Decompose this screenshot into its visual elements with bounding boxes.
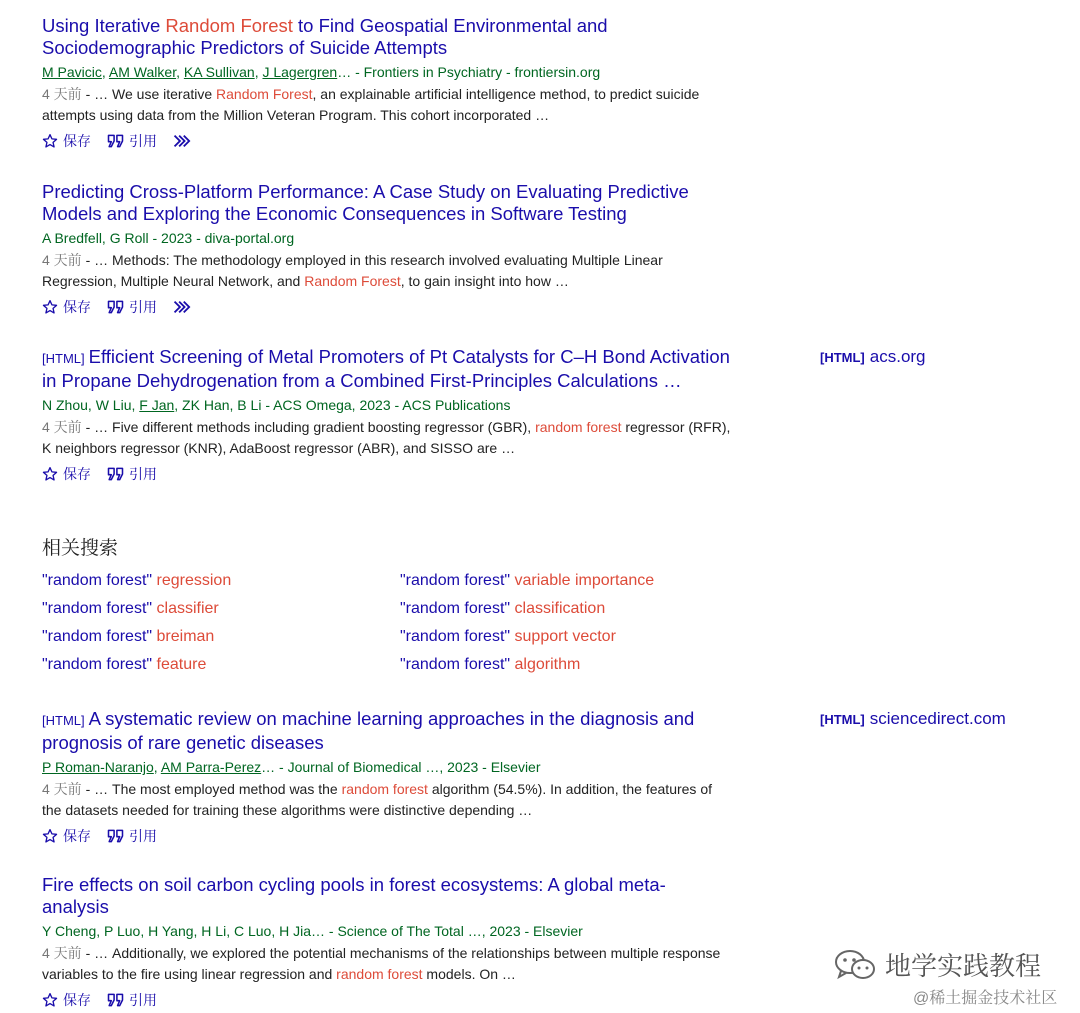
author-link: M Pavicic [42, 64, 102, 80]
side-fulltext-link[interactable] [820, 347, 926, 367]
save-button[interactable] [42, 297, 91, 317]
author-text: , [101, 64, 109, 80]
author-text: N Zhou, W Liu, [42, 397, 140, 413]
snippet-text: - … Methods: The methodology employed in this research involved evaluating Multiple Linear Regression, Multiple Neural Network, and [42, 252, 663, 289]
result-snippet [42, 417, 732, 459]
quote-icon [107, 829, 124, 843]
save-label: 保存 [63, 133, 91, 149]
result-authors [42, 396, 732, 414]
watermark-text: 地学实践教程 [885, 951, 1042, 981]
title-text: Fire effects on soil carbon cycling pools in forest ecosystems: A global meta-analysis [42, 874, 666, 917]
quote-icon [107, 993, 124, 1007]
result-age: 4 天前 [42, 252, 82, 268]
result-snippet [42, 250, 732, 292]
author-text: … - Frontiers in Psychiatry - frontiersin.org [337, 64, 601, 80]
author-text: , [254, 64, 263, 80]
double-chevron-right-icon [173, 134, 193, 148]
snippet-text: - … The most employed method was the [81, 781, 342, 797]
result-title[interactable] [42, 15, 732, 59]
watermark-sub: @稀土掘金技术社区 [913, 990, 1058, 1007]
quote-icon [107, 134, 124, 148]
result-actions [42, 990, 732, 1010]
author-link: P Roman-Naranjo [42, 759, 154, 775]
related-search-link[interactable]: "random forest" support vector [400, 628, 616, 645]
snippet-text: - … Additionally, we explored the potential mechanisms of the relationships between multiple response variables to the fire using linear regression and [42, 945, 721, 982]
side-link-domain: sciencedirect.com [869, 709, 1006, 728]
save-label: 保存 [63, 828, 91, 844]
double-chevron-right-icon [173, 300, 193, 314]
snippet-highlight: Random Forest [304, 273, 401, 289]
author-text: , [153, 759, 161, 775]
result-snippet [42, 779, 732, 821]
side-link-tag: [HTML] [820, 712, 865, 727]
result-title[interactable] [42, 708, 732, 754]
result-age: 4 天前 [42, 781, 82, 797]
snippet-text: - … We use iterative [81, 86, 217, 102]
wechat-icon [833, 948, 879, 982]
author-link: J Lagergren [262, 64, 338, 80]
related-search-link[interactable]: "random forest" algorithm [400, 656, 581, 673]
snippet-text: , to gain insight into how … [400, 273, 569, 289]
related-search-link[interactable]: "random forest" breiman [42, 628, 215, 645]
result-authors [42, 922, 732, 940]
result-authors [42, 758, 732, 776]
author-link: AM Parra-Perez [160, 759, 262, 775]
side-link-domain: acs.org [869, 347, 926, 366]
snippet-text: , an explainable artificial intelligence method, to predict suicide attempts using data from the Million Veteran Program. This cohort incorporated … [42, 86, 700, 123]
title-text: A systematic review on machine learning approaches in the diagnosis and prognosis of rare genetic diseases [42, 708, 695, 753]
result-actions [42, 464, 732, 484]
result-actions [42, 297, 732, 317]
save-button[interactable] [42, 131, 91, 151]
cite-button[interactable] [107, 297, 157, 317]
search-result [42, 346, 732, 484]
cite-label: 引用 [129, 992, 157, 1008]
search-result [42, 15, 732, 151]
cite-button[interactable] [107, 826, 157, 846]
search-result [42, 181, 732, 317]
result-authors [42, 63, 732, 81]
cite-label: 引用 [129, 466, 157, 482]
snippet-highlight: random forest [341, 781, 428, 797]
save-button[interactable] [42, 464, 91, 484]
save-label: 保存 [63, 466, 91, 482]
author-text: Y Cheng, P Luo, H Yang, H Li, C Luo, H Jia… - Science of The Total …, 2023 - Elsevier [42, 923, 583, 939]
author-text: , ZK Han, B Li - ACS Omega, 2023 - ACS Publications [174, 397, 511, 413]
snippet-text: regressor (RFR), K neighbors regressor (KNR), AdaBoost regressor (ABR), and SISSO are … [42, 419, 731, 456]
cite-button[interactable] [107, 990, 157, 1010]
author-link: KA Sullivan [183, 64, 255, 80]
more-button[interactable] [173, 300, 198, 314]
related-searches-heading: 相关搜索 [42, 538, 119, 559]
cite-button[interactable] [107, 131, 157, 151]
star-icon [42, 299, 58, 315]
author-link: AM Walker [108, 64, 177, 80]
save-button[interactable] [42, 990, 91, 1010]
snippet-text: algorithm (54.5%). In addition, the features of the datasets needed for training these algorithms were distinctive depending … [42, 781, 712, 818]
star-icon [42, 828, 58, 844]
html-tag: [HTML] [42, 351, 85, 366]
title-text: Predicting Cross-Platform Performance: A Case Study on Evaluating Predictive Models and Exploring the Economic Consequences in Software Testing [42, 181, 689, 224]
title-text: to Find Geospatial Environmental and Sociodemographic Predictors of Suicide Attempts [42, 15, 608, 58]
author-text: … - Journal of Biomedical …, 2023 - Elsevier [261, 759, 541, 775]
snippet-highlight: random forest [336, 966, 423, 982]
related-search-link[interactable]: "random forest" feature [42, 656, 207, 673]
quote-icon [107, 467, 124, 481]
author-text: , [176, 64, 184, 80]
save-button[interactable] [42, 826, 91, 846]
html-tag: [HTML] [42, 713, 85, 728]
result-title[interactable] [42, 346, 732, 392]
side-fulltext-link[interactable] [820, 709, 1006, 729]
snippet-highlight: random forest [535, 419, 622, 435]
snippet-text: models. On … [422, 966, 516, 982]
result-actions [42, 826, 732, 846]
result-age: 4 天前 [42, 945, 82, 961]
result-age: 4 天前 [42, 419, 82, 435]
result-authors [42, 229, 732, 247]
cite-label: 引用 [129, 828, 157, 844]
title-text: Efficient Screening of Metal Promoters of Pt Catalysts for C–H Bond Activation in Propane Dehydrogenation from a Combined First-Principles Calculations … [42, 346, 730, 391]
watermark [833, 946, 1041, 983]
snippet-highlight: Random Forest [216, 86, 313, 102]
quote-icon [107, 300, 124, 314]
search-result [42, 708, 732, 846]
result-title[interactable] [42, 874, 732, 918]
author-link: F Jan [139, 397, 175, 413]
save-label: 保存 [63, 992, 91, 1008]
more-button[interactable] [173, 134, 198, 148]
save-label: 保存 [63, 299, 91, 315]
result-age: 4 天前 [42, 86, 82, 102]
star-icon [42, 466, 58, 482]
cite-button[interactable] [107, 464, 157, 484]
star-icon [42, 133, 58, 149]
author-text: A Bredfell, G Roll - 2023 - diva-portal.org [42, 230, 295, 246]
related-search-link[interactable]: "random forest" classifier [42, 600, 219, 617]
related-search-link[interactable]: "random forest" regression [42, 572, 232, 589]
cite-label: 引用 [129, 299, 157, 315]
title-text: Using Iterative [42, 15, 166, 36]
star-icon [42, 992, 58, 1008]
result-actions [42, 131, 732, 151]
result-snippet [42, 943, 732, 985]
side-link-tag: [HTML] [820, 350, 865, 365]
result-snippet [42, 84, 732, 126]
snippet-text: - … Five different methods including gradient boosting regressor (GBR), [81, 419, 536, 435]
cite-label: 引用 [129, 133, 157, 149]
title-highlight: Random Forest [165, 15, 293, 36]
related-search-link[interactable]: "random forest" variable importance [400, 572, 655, 589]
search-result [42, 874, 732, 1010]
related-search-link[interactable]: "random forest" classification [400, 600, 606, 617]
result-title[interactable] [42, 181, 732, 225]
